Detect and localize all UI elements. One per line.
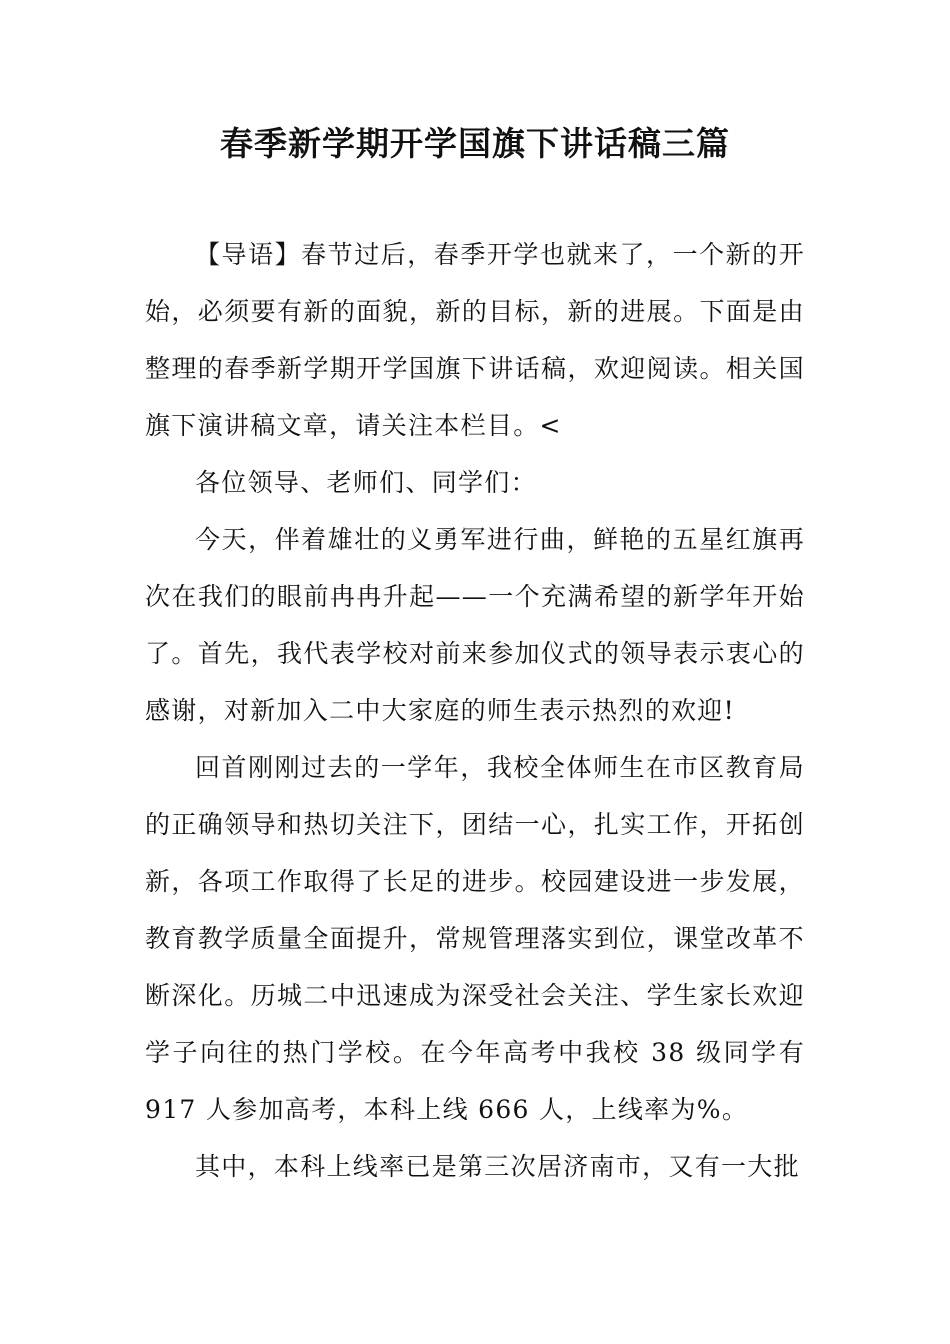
document-body [145, 226, 805, 1195]
paragraph-continuation: 其中，本科上线率已是第三次居济南市，又有一大批 [195, 1152, 800, 1181]
paragraph-intro: 【导语】春节过后，春季开学也就来了，一个新的开始，必须要有新的面貌，新的目标，新的进展。下面是由整理的春季新学期开学国旗下讲话稿，欢迎阅读。相关国旗下演讲稿文章，请关注本栏目。< [145, 240, 805, 440]
paragraph-opening: 今天，伴着雄壮的义勇军进行曲，鲜艳的五星红旗再次在我们的眼前冉冉升起——一个充满希望的新学年开始了。首先，我代表学校对前来参加仪式的领导表示衷心的感谢，对新加入二中大家庭的师生表示热烈的欢迎! [145, 525, 805, 725]
paragraph-review: 回首刚刚过去的一学年，我校全体师生在市区教育局的正确领导和热切关注下，团结一心，扎实工作，开拓创新，各项工作取得了长足的进步。校园建设进一步发展，教育教学质量全面提升，常规管理落实到位，课堂改革不断深化。历城二中迅速成为深受社会关注、学生家长欢迎学子向往的热门学校。在今年高考中我校 38 级同学有 917 人参加高考，本科上线 666 人，上线率为%。 [145, 753, 805, 1124]
document-title: 春季新学期开学国旗下讲话稿三篇 [220, 124, 730, 163]
paragraph-salutation: 各位领导、老师们、同学们： [195, 468, 537, 497]
